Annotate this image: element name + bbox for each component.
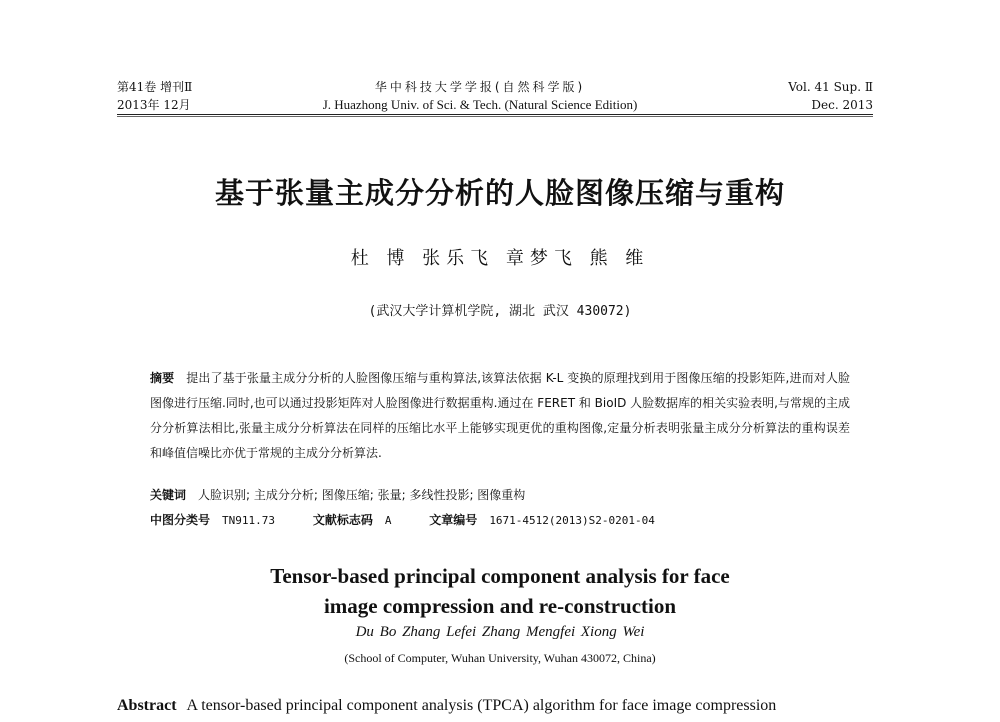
header-date: 2013年 12月 — [117, 98, 191, 112]
clc-label: 中图分类号 — [150, 513, 211, 527]
header-volume: 第41卷 增刊Ⅱ — [117, 80, 193, 94]
affiliation-en: (School of Computer, Wuhan University, Wuhan 430072, China) — [344, 651, 656, 665]
header-volume-info — [117, 80, 192, 116]
journal-name-cn: 华中科技大学学报(自然科学版) — [374, 80, 586, 94]
paper-title-cn: 基于张量主成分分析的人脸图像压缩与重构 — [214, 176, 785, 210]
doc-code-label: 文献标志码 — [312, 513, 373, 527]
abstract-cn-text: 提出了基于张量主成分分析的人脸图像压缩与重构算法,该算法依据 K-L 变换的原理找到用于图像压缩的投影矩阵,进而对人脸图像进行压缩.同时,也可以通过投影矩阵对人脸图像进行数据重构.通过在 FERET 和 BioID 人脸数据库的相关实验表明,与常规的主成分分析算法相比,张量主成分分析算法在同样的压缩比水平上能够实现更优的重构图像,定量分析表明张量主成分分析算法的重构误差和峰值信噪比亦优于常规的主成分分析算法. — [150, 371, 850, 460]
clc-value: TN911.73 — [222, 514, 275, 527]
classification-line — [150, 511, 689, 528]
abstract-en — [117, 697, 887, 715]
paper-title-en-line2: image compression and re-construction — [323, 594, 677, 618]
header-volume-en-line: Vol. 41 Sup. Ⅱ — [788, 80, 873, 94]
keywords-label: 关键词 — [150, 488, 187, 502]
journal-name-en: J. Huazhong Univ. of Sci. & Tech. (Natural Science Edition) — [322, 97, 638, 112]
authors-en: Du Bo Zhang Lefei Zhang Mengfei Xiong Wei — [355, 624, 645, 640]
header-volume-en — [788, 80, 873, 116]
article-id-value: 1671-4512(2013)S2-0201-04 — [489, 514, 655, 527]
abstract-en-text: A tensor-based principal component analysis (TPCA) algorithm for face image compression — [186, 697, 777, 714]
doc-code-value: A — [384, 514, 392, 527]
affiliation-cn: (武汉大学计算机学院, 湖北 武汉 430072) — [368, 304, 632, 319]
abstract-cn — [150, 366, 850, 466]
paper-title-en-line1: Tensor-based principal component analysis for face — [270, 564, 730, 588]
header-date-en: Dec. 2013 — [811, 98, 873, 112]
article-id-label: 文章编号 — [429, 513, 478, 527]
abstract-cn-label: 摘要 — [150, 371, 175, 385]
abstract-en-label: Abstract — [117, 697, 177, 714]
paper-title-en — [0, 561, 1000, 621]
keywords-text: 人脸识别; 主成分分析; 图像压缩; 张量; 多线性投影; 图像重构 — [198, 488, 526, 502]
authors-cn: 杜 博 张乐飞 章梦飞 熊 维 — [350, 248, 650, 269]
header-rule — [117, 114, 873, 115]
keywords-cn — [150, 486, 525, 503]
header-rule-thin — [117, 116, 873, 117]
header-journal — [300, 80, 660, 112]
